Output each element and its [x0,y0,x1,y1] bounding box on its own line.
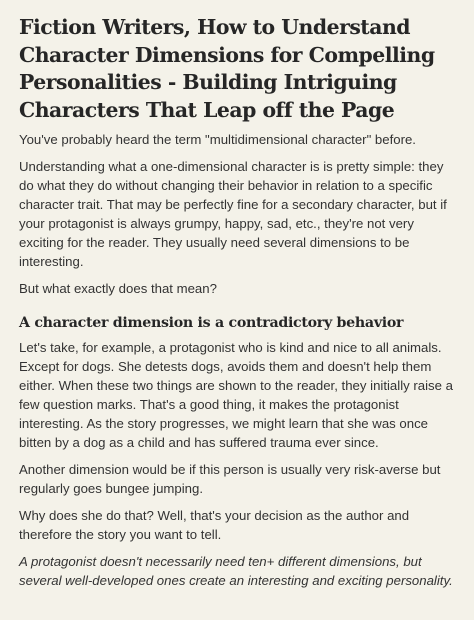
question-paragraph: But what exactly does that mean? [19,281,217,296]
definition-paragraph: Understanding what a one-dimensional character is is pretty simple: they do what they do without changing their behavior in relation to a specific character trait. That may be perfectly fine for a secondary character, but if your protagonist is always grumpy, happy, sad, etc., they're not very exciting for the reader. They usually need several dimensions to be interesting. [19,159,447,269]
intro-paragraph: You've probably heard the term "multidimensional character" before. [19,132,416,147]
second-dimension-paragraph: Another dimension would be if this person is usually very risk-averse but regularly goes bungee jumping. [19,462,441,496]
example-paragraph: Let's take, for example, a protagonist who is kind and nice to all animals. Except for dogs. She detests dogs, avoids them and doesn't help them either. When these two things are shown to the reader, they initially raise a few question marks. That's a good thing, it makes the protagonist interesting. As the story progresses, we might learn that she was once bitten by a dog as a child and has suffered trauma ever since. [19,340,453,450]
article-title: Fiction Writers, How to Understand Character Dimensions for Compelling Personalities - Building Intriguing Characters That Leap off the Page [19,15,435,122]
author-decision-paragraph: Why does she do that? Well, that's your decision as the author and therefore the story you want to tell. [19,508,410,542]
closing-italic-paragraph: A protagonist doesn't necessarily need ten+ different dimensions, but several well-developed ones create an interesting and exciting personality. [19,554,453,588]
section-heading: A character dimension is a contradictory behavior [19,315,404,331]
